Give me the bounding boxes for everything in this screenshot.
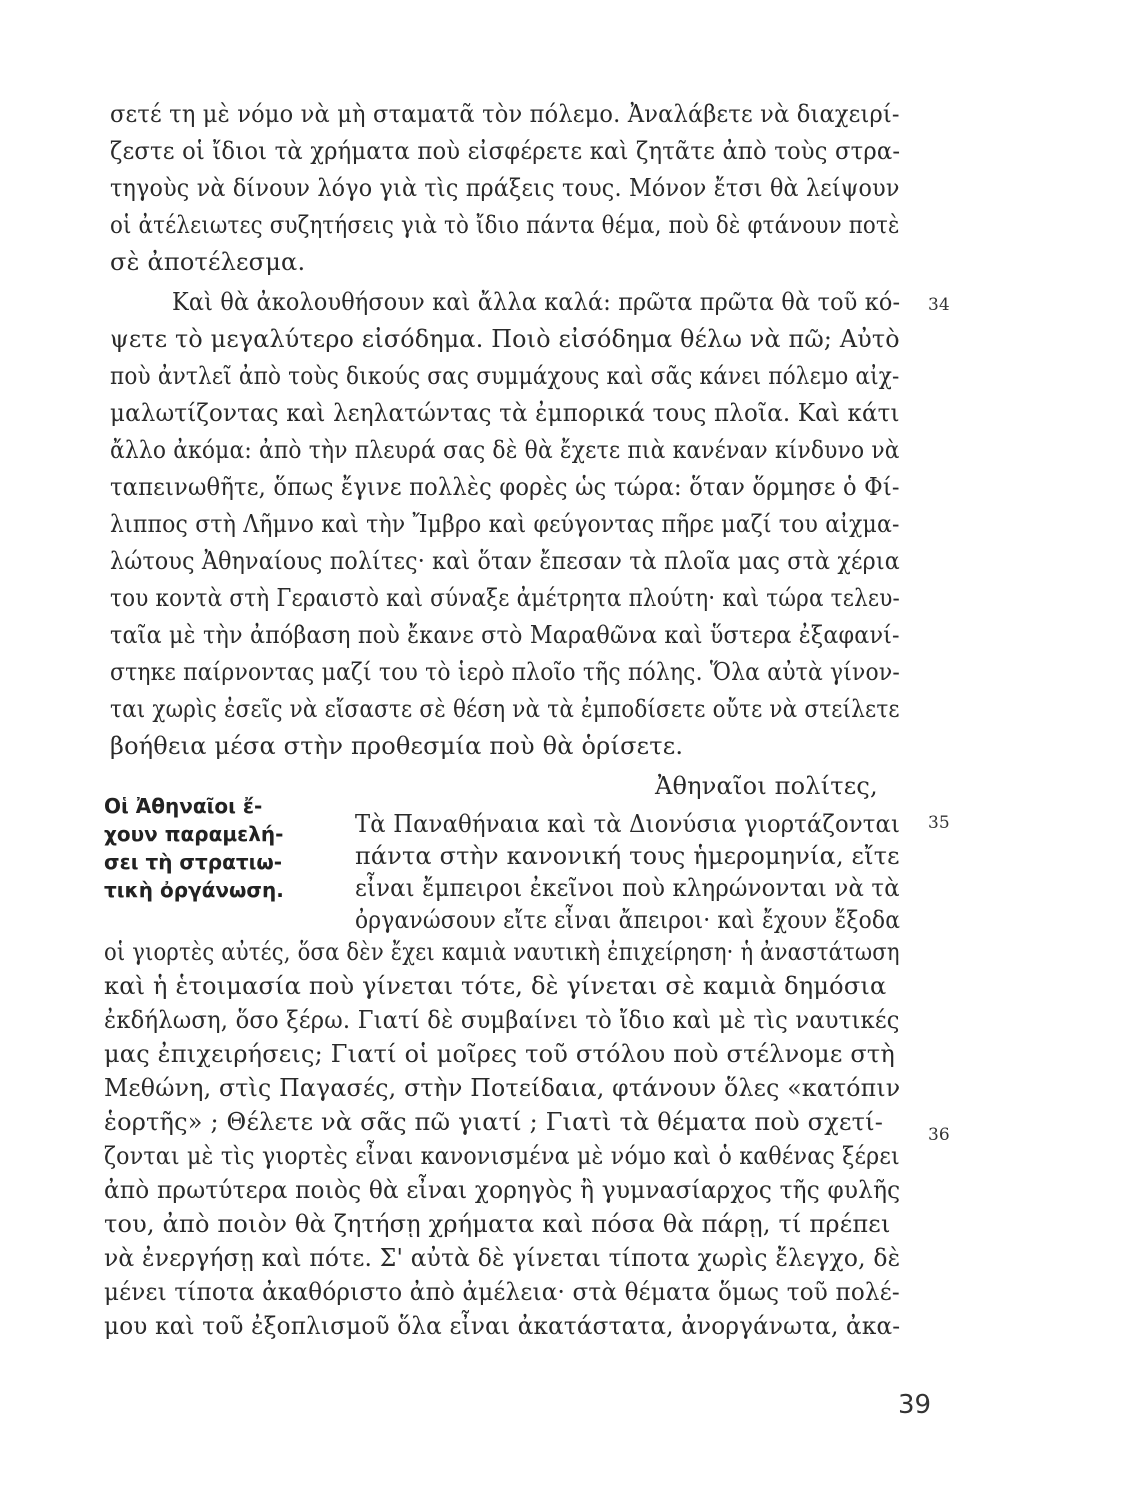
text-line: σὲ ἀποτέλεσμα. [110,248,306,276]
text-line: οἱ γιορτὲς αὐτές, ὅσα δὲν ἔχει καμιὰ ναυτικὴ ἐπιχείρηση· ἡ ἀναστάτωση [104,938,900,966]
text-line: μας ἐπιχειρήσεις; Γιατί οἱ μοῖρες τοῦ στόλου ποὺ στέλνομε στὴ [104,1040,895,1068]
text-line: νὰ ἐνεργήσῃ καὶ πότε. Σ' αὐτὰ δὲ γίνεται τίποτα χωρὶς ἔλεγχο, δὲ [104,1244,901,1272]
text-line: σετέ τη μὲ νόμο νὰ μὴ σταματᾶ τὸν πόλεμο. Ἀναλάβετε νὰ διαχειρί- [110,100,900,128]
text-line: βοήθεια μέσα στὴν προθεσμία ποὺ θὰ ὁρίσετε. [110,732,684,760]
text-line: πάντα στὴν κανονική τους ἡμερομηνία, εἴτε [355,842,900,870]
paragraph-number: 36 [928,1125,950,1145]
text-line: Μεθώνη, στὶς Παγασές, στὴν Ποτείδαια, φτάνουν ὅλες «κατόπιν [104,1074,901,1102]
text-line: ποὺ ἀντλεῖ ἀπὸ τοὺς δικούς σας συμμάχους καὶ σᾶς κάνει πόλεμο αἰχ- [110,362,900,390]
text-line: ἐκδήλωση, ὅσο ξέρω. Γιατί δὲ συμβαίνει τὸ ἴδιο καὶ μὲ τὶς ναυτικές [104,1006,900,1034]
sidenote-line: τικὴ ὀργάνωση. [104,878,284,902]
page-number: 39 [898,1390,932,1420]
text-line: ἑορτῆς» ; Θέλετε νὰ σᾶς πῶ γιατί ; Γιατὶ τὰ θέματα ποὺ σχετί- [104,1108,884,1136]
text-line: τηγοὺς νὰ δίνουν λόγο γιὰ τὶς πράξεις τους. Μόνον ἔτσι θὰ λείψουν [110,174,900,202]
text-line: Τὰ Παναθήναια καὶ τὰ Διονύσια γιορτάζονται [355,810,901,838]
text-line: ὀργανώσουν εἴτε εἶναι ἄπειροι· καὶ ἔχουν ἔξοδα [355,906,901,934]
text-line: στηκε παίρνοντας μαζί του τὸ ἱερὸ πλοῖο τῆς πόλης. Ὅλα αὐτὰ γίνον- [110,658,900,686]
text-line: εἶναι ἔμπειροι ἐκεῖνοι ποὺ κληρώνονται νὰ τὰ [355,874,900,902]
text-line: ψετε τὸ μεγαλύτερο εἰσόδημα. Ποιὸ εἰσόδημα θέλω νὰ πῶ; Αὐτὸ [110,325,900,353]
text-line: ζονται μὲ τὶς γιορτὲς εἶναι κανονισμένα μὲ νόμο καὶ ὁ καθένας ξέρει [104,1142,900,1170]
text-line: μένει τίποτα ἀκαθόριστο ἀπὸ ἀμέλεια· στὰ θέματα ὅμως τοῦ πολέ- [104,1278,900,1306]
sidenote-heading [104,792,324,904]
paragraph-number: 35 [928,813,950,833]
text-line: του κοντὰ στὴ Γεραιστὸ καὶ σύναξε ἀμέτρητα πλούτη· καὶ τώρα τελευ- [110,584,900,612]
text-line: ζεστε οἱ ἴδιοι τὰ χρήματα ποὺ εἰσφέρετε καὶ ζητᾶτε ἀπὸ τοὺς στρα- [110,137,901,165]
sidenote-line: σει τὴ στρατιω- [104,850,283,874]
text-line: ἄλλο ἀκόμα: ἀπὸ τὴν πλευρά σας δὲ θὰ ἔχετε πιὰ κανέναν κίνδυνο νὰ [110,436,900,464]
text-line: ται χωρὶς ἐσεῖς νὰ εἴσαστε σὲ θέση νὰ τὰ ἐμποδίσετε οὔτε νὰ στείλετε [110,695,900,723]
text-line: Καὶ θὰ ἀκολουθήσουν καὶ ἄλλα καλά: πρῶτα πρῶτα θὰ τοῦ κό- [172,288,901,316]
text-line: μου καὶ τοῦ ἐξοπλισμοῦ ὅλα εἶναι ἀκατάστατα, ἀνοργάνωτα, ἀκα- [104,1312,901,1340]
text-line: του, ἀπὸ ποιὸν θὰ ζητήσῃ χρήματα καὶ πόσα θὰ πάρῃ, τί πρέπει [104,1210,891,1238]
sidenote-line: Οἱ Ἀθηναῖοι ἔ- [104,794,263,818]
text-line: λώτους Ἀθηναίους πολίτες· καὶ ὅταν ἔπεσαν τὰ πλοῖα μας στὰ χέρια [110,547,900,575]
sidenote-line: χουν παραμελή- [104,822,284,846]
salutation: Ἀθηναῖοι πολίτες, [655,772,878,800]
text-line: ἀπὸ πρωτύτερα ποιὸς θὰ εἶναι χορηγὸς ἢ γυμνασίαρχος τῆς φυλῆς [104,1176,901,1204]
text-line: οἱ ἀτέλειωτες συζητήσεις γιὰ τὸ ἴδιο πάντα θέμα, ποὺ δὲ φτάνουν ποτὲ [110,211,900,239]
text-line: λιππος στὴ Λῆμνο καὶ τὴν Ἴμβρο καὶ φεύγοντας πῆρε μαζί του αἰχμα- [110,510,900,538]
paragraph-number: 34 [928,295,950,315]
text-line: καὶ ἡ ἑτοιμασία ποὺ γίνεται τότε, δὲ γίνεται σὲ καμιὰ δημόσια [104,972,887,1000]
text-line: ταῖα μὲ τὴν ἀπόβαση ποὺ ἔκανε στὸ Μαραθῶνα καὶ ὕστερα ἐξαφανί- [110,621,900,649]
text-line: ταπεινωθῆτε, ὅπως ἔγινε πολλὲς φορὲς ὡς τώρα: ὅταν ὅρμησε ὁ Φί- [110,473,900,501]
text-line: μαλωτίζοντας καὶ λεηλατώντας τὰ ἐμπορικά τους πλοῖα. Καὶ κάτι [110,399,900,427]
